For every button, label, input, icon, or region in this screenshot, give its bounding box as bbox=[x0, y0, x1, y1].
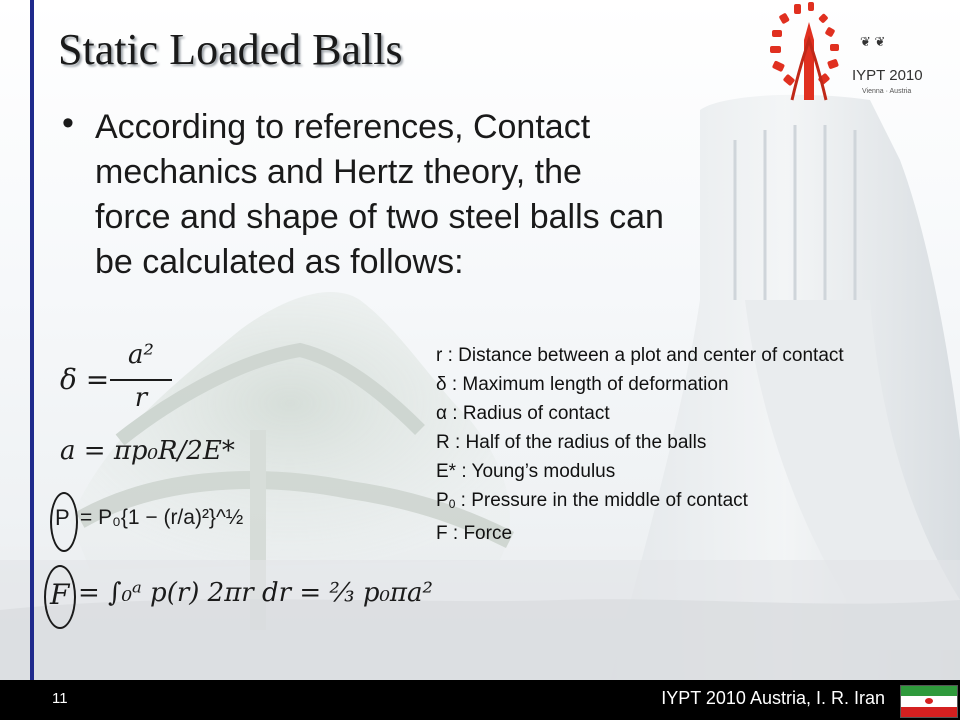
logo-place: Vienna · Austria bbox=[862, 88, 912, 95]
bullet-text: According to references, Contact mechanics and Hertz theory, the force and shape of two steel balls can be calculated as follows: bbox=[95, 108, 664, 281]
legend-item bbox=[436, 486, 844, 519]
formula-pressure-rhs: = P₀{1 − (r/a)²}^½ bbox=[80, 506, 244, 529]
formula-force-rhs: = ∫₀ᵃ p(r) 2πr dr = ⅔ p₀πa² bbox=[78, 578, 433, 608]
legend-text: F : Force bbox=[436, 523, 513, 544]
slide-title: Static Loaded Balls bbox=[58, 25, 403, 74]
legend-item bbox=[436, 519, 844, 548]
legend-text: P bbox=[436, 490, 449, 511]
bullet-marker: • bbox=[62, 104, 74, 142]
legend-text: δ : Maximum length of deformation bbox=[436, 374, 729, 395]
page-number: 11 bbox=[52, 690, 68, 707]
formula-force-lhs: F bbox=[50, 578, 70, 611]
formula-pressure-lhs: P bbox=[55, 505, 70, 530]
legend-item bbox=[436, 399, 844, 428]
iypt-2010-logo bbox=[764, 0, 960, 118]
footer-bar bbox=[0, 680, 960, 720]
footer-caption: IYPT 2010 Austria, I. R. Iran bbox=[661, 688, 885, 708]
svg-text:❦ ❦: ❦ ❦ bbox=[860, 34, 886, 49]
logo-tower-mark bbox=[804, 22, 814, 100]
legend-item bbox=[436, 370, 844, 399]
formula-contact-radius: a = πp₀R/2E* bbox=[60, 436, 235, 466]
formula-delta-denominator: r bbox=[134, 383, 148, 413]
legend-subscript: 0 bbox=[448, 497, 456, 511]
legend-text: α : Radius of contact bbox=[436, 403, 610, 424]
iran-flag-icon bbox=[900, 685, 958, 718]
legend-item bbox=[436, 341, 844, 370]
logo-name: IYPT 2010 bbox=[852, 67, 923, 84]
formula-delta-numerator: a² bbox=[128, 340, 154, 370]
legend-text: : Pressure in the middle of contact bbox=[455, 490, 748, 511]
legend-text: R : Half of the radius of the balls bbox=[436, 432, 707, 453]
legend-item bbox=[436, 457, 844, 486]
formula-delta-lhs: δ = bbox=[60, 363, 110, 396]
legend-text: r : Distance between a plot and center of contact bbox=[436, 345, 844, 366]
legend-text: E* : Young’s modulus bbox=[436, 461, 616, 482]
fraction-bar bbox=[110, 379, 172, 381]
legend-item bbox=[436, 428, 844, 457]
left-accent-bar bbox=[30, 0, 34, 680]
symbol-legend bbox=[436, 341, 844, 548]
